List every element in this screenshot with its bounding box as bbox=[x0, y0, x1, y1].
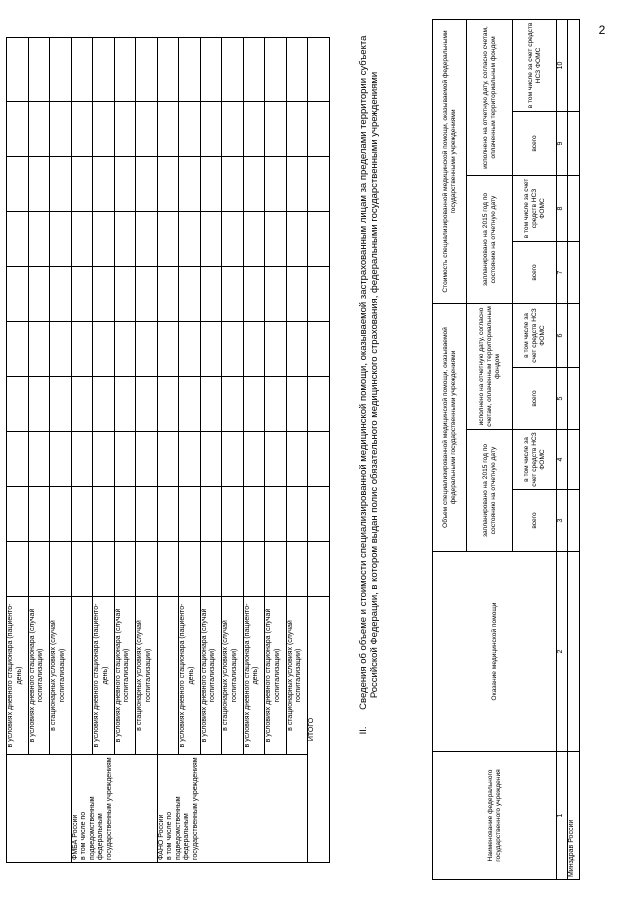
lower-table bbox=[432, 19, 580, 880]
column-number: 10 bbox=[557, 19, 568, 111]
table-row bbox=[136, 38, 158, 863]
header-cost: Стоимость специализированной медицинской помощи, оказываемой федеральными государственными учреждениями bbox=[433, 19, 467, 303]
section-title bbox=[358, 35, 380, 735]
header-total: всего bbox=[513, 490, 557, 552]
column-number: 5 bbox=[557, 368, 568, 430]
table-row bbox=[50, 38, 72, 863]
header-cost-executed: исполнено на отчетную дату, согласно счетам, оплаченным территориальным фондом bbox=[467, 19, 513, 175]
table-row bbox=[28, 38, 50, 863]
upper-table-body bbox=[7, 38, 330, 863]
column-number: 6 bbox=[557, 303, 568, 367]
column-number-row bbox=[557, 19, 568, 879]
section-title-text: Сведения об объеме и стоимости специализированной медицинской помощи, оказываемой застрахованным лицам за пределами территории субъекта Российской Федерации, в котором выдан полис обязательного медицинского страхования, федеральными государственными учреждениями bbox=[358, 35, 380, 710]
table-row bbox=[157, 38, 179, 863]
upper-table bbox=[6, 37, 330, 863]
header-incl: в том числе за счет средств НСЗ ФОМС bbox=[513, 303, 557, 367]
care-type: в условиях дневного стационара (пациенто-день) bbox=[243, 597, 265, 755]
care-type: в условиях дневного стационара (случай госпитализации) bbox=[114, 597, 136, 755]
table-row bbox=[179, 38, 201, 863]
care-type: в условиях дневного стационара (пациенто-день) bbox=[179, 597, 201, 755]
care-type: в стационарных условиях (случай госпитализации) bbox=[222, 597, 244, 755]
header-volume: Объем специализированной медицинской помощи, оказываемой федеральными государственными учреждениями bbox=[433, 303, 467, 551]
header-volume-executed: исполнено на отчетную дату, согласно счетам, оплаченным территориальным фондом bbox=[467, 303, 513, 429]
table-row bbox=[200, 38, 222, 863]
care-type: в стационарных условиях (случай госпитализации) bbox=[50, 597, 72, 755]
page-number: 2 bbox=[598, 23, 606, 37]
table-row bbox=[243, 38, 265, 863]
care-type: в стационарных условиях (случай госпитализации) bbox=[136, 597, 158, 755]
header-volume-planned: запланировано на 2015 год по состоянию на отчетную дату bbox=[467, 430, 513, 552]
header-org: Наименование федерального государственного учреждения bbox=[433, 752, 557, 880]
section-number: II. bbox=[358, 726, 369, 735]
care-type: в условиях дневного стационара (случай госпитализации) bbox=[28, 597, 50, 755]
column-number: 8 bbox=[557, 175, 568, 241]
header-total: всего bbox=[513, 241, 557, 303]
org-name: Минздрав России bbox=[568, 752, 580, 880]
table-row bbox=[114, 38, 136, 863]
column-number: 3 bbox=[557, 490, 568, 552]
header-total: всего bbox=[513, 111, 557, 175]
total-label: ИТОГО bbox=[308, 597, 330, 863]
care-type: в стационарных условиях (случай госпитализации) bbox=[286, 597, 308, 755]
header-total: всего bbox=[513, 368, 557, 430]
column-number: 4 bbox=[557, 430, 568, 490]
table-row bbox=[7, 38, 29, 863]
care-type: в условиях дневного стационара (случай госпитализации) bbox=[200, 597, 222, 755]
care-type: в условиях дневного стационара (пациенто-день) bbox=[7, 597, 29, 755]
care-type: в условиях дневного стационара (пациенто-день) bbox=[93, 597, 115, 755]
table-row bbox=[71, 38, 93, 863]
table-row bbox=[222, 38, 244, 863]
header-cost-planned: запланировано на 2015 год по состоянию на отчетную дату bbox=[467, 175, 513, 303]
care-type bbox=[71, 597, 93, 755]
column-number: 9 bbox=[557, 111, 568, 175]
table-row bbox=[93, 38, 115, 863]
table-row bbox=[265, 38, 287, 863]
column-number: 1 bbox=[557, 752, 568, 880]
org-name: ФАНО России в том числе по подведомственным федеральным государственным учреждениям bbox=[157, 755, 308, 863]
header-incl: в том числе за счет средств НСЗ ФОМС bbox=[513, 19, 557, 111]
table-row bbox=[286, 38, 308, 863]
org-name bbox=[7, 755, 72, 863]
column-number: 7 bbox=[557, 241, 568, 303]
table-row bbox=[568, 19, 580, 879]
org-name: ФМБА России в том числе по подведомственным федеральным государственным учреждениям bbox=[71, 755, 157, 863]
header-incl: в том числе за счет средств НСЗ ФОМС bbox=[513, 430, 557, 490]
care-type bbox=[157, 597, 179, 755]
header-incl: в том числе за счет средств НСЗ ФОМС bbox=[513, 175, 557, 241]
total-row bbox=[308, 38, 330, 863]
header-care: Оказание медицинской помощи bbox=[433, 552, 557, 752]
column-number: 2 bbox=[557, 552, 568, 752]
care-type: в условиях дневного стационара (случай госпитализации) bbox=[265, 597, 287, 755]
